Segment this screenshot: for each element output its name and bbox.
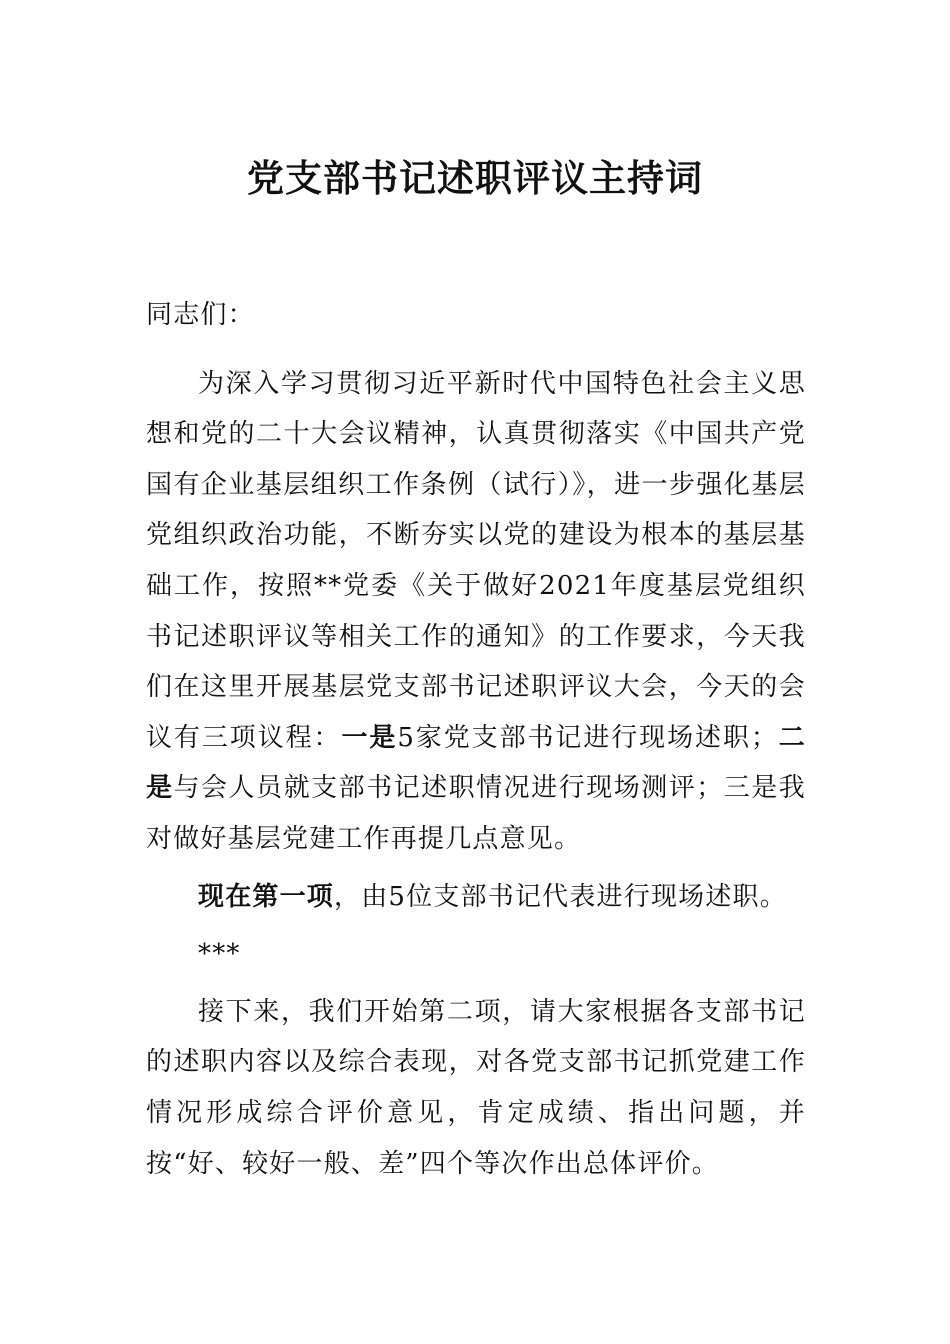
paragraph-second-item: 接下来，我们开始第二项，请大家根据各支部书记的述职内容以及综合表现，对各党支部书记抓党建工作情况形成综合评价意见，肯定成绩、指出问题，并按“好、较好一般、差”四个等次作出总体评价。: [146, 996, 806, 1179]
document-body: [146, 290, 806, 1196]
document-title: 党支部书记述职评议主持词: [247, 156, 703, 200]
agenda-item-two-label: 二是: [146, 722, 807, 804]
first-item-label: 现在第一项: [198, 881, 335, 912]
greeting: 同志们：: [146, 300, 255, 330]
paragraph-first-item: [146, 872, 806, 923]
paragraph-agenda-text-c: 与会人员就支部书记述职情况进行现场测评；三是我对做好基层党建工作再提几点意见。: [146, 773, 806, 854]
paragraph-agenda-text-a: 为深入学习贯彻习近平新时代中国特色社会主义思想和党的二十大会议精神，认真贯彻落实《中国共产党国有企业基层组织工作条例（试行）》，进一步强化基层党组织政治功能，不断夯实以党的建设为根本的基层基础工作，按照**党委《关于做好2021年度基层党组织书记述职评议等相关工作的通知》的工作要求，今天我们在这里开展基层党支部书记述职评议大会，今天的会议有三项议程：: [146, 368, 806, 753]
separator-text: ***: [198, 939, 241, 970]
first-item-text: ，由5位支部书记代表进行现场述职。: [334, 881, 787, 912]
agenda-item-one-label: 一是: [341, 722, 398, 753]
paragraph-agenda: [146, 359, 806, 865]
paragraph-agenda-text-b: 5家党支部书记进行现场述职；: [397, 722, 779, 753]
